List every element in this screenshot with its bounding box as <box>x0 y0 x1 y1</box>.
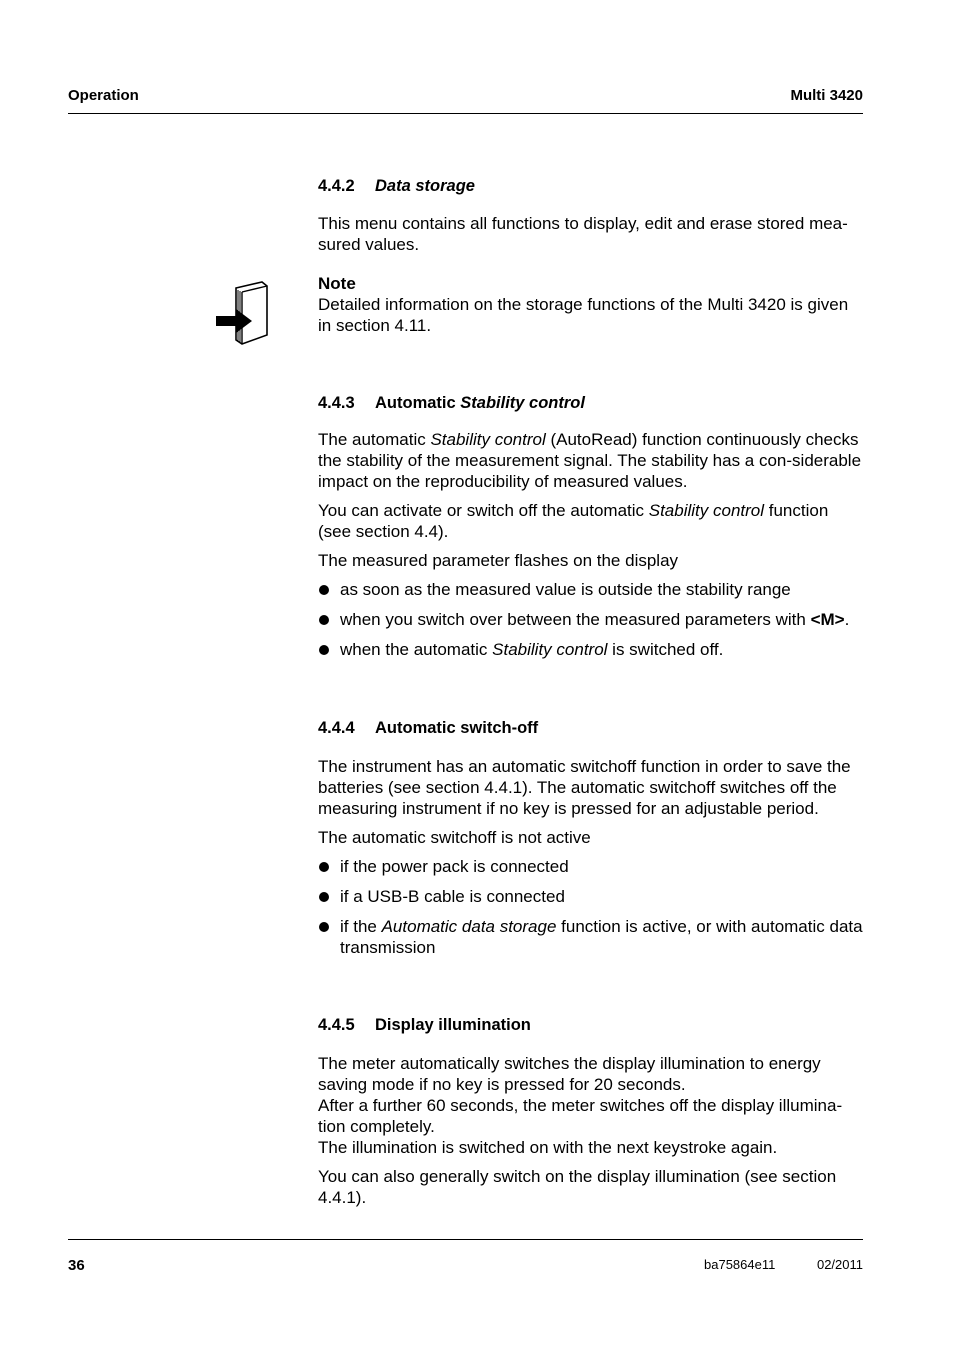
heading-number: 4.4.5 <box>318 1016 355 1034</box>
note-text: Detailed information on the storage functions of the Multi 3420 is given in section 4.11. <box>318 295 849 335</box>
list-item <box>318 639 864 660</box>
header-rule <box>68 113 863 114</box>
text-run: . <box>844 610 850 629</box>
text-run: is switched off. <box>607 640 724 659</box>
heading-4-4-5 <box>318 1016 531 1035</box>
footer-rule <box>68 1239 863 1240</box>
text-run: as soon as the measured value is outside the stability range <box>340 580 791 599</box>
paragraph: After a further 60 seconds, the meter switches off the display illumina-tion completely. <box>318 1096 843 1136</box>
heading-4-4-2 <box>318 177 475 196</box>
text-run: when the automatic <box>340 640 493 659</box>
text-run: You can activate or switch off the automatic <box>318 501 649 520</box>
list-item <box>318 856 864 877</box>
paragraph: The illumination is switched on with the next keystroke again. <box>318 1138 778 1157</box>
text-run: if the power pack is connected <box>340 857 569 876</box>
text-run: The automatic <box>318 430 431 449</box>
paragraph: The meter automatically switches the display illumination to energy saving mode if no key is pressed for 20 seconds. <box>318 1054 821 1094</box>
running-header-section: Operation <box>68 87 139 104</box>
text-run-italic: Stability control <box>492 640 608 659</box>
bullet-list <box>318 579 864 660</box>
text-run: if the <box>340 917 382 936</box>
paragraph <box>318 500 864 542</box>
heading-title-italic: Stability control <box>460 394 585 412</box>
paragraph <box>318 429 864 492</box>
text-run-italic: Automatic data storage <box>381 917 557 936</box>
heading-number: 4.4.4 <box>318 719 355 737</box>
running-header-product: Multi 3420 <box>790 87 863 104</box>
text-run: when you switch over between the measured parameters with <box>340 610 811 629</box>
heading-number: 4.4.3 <box>318 394 355 412</box>
text-run: function is active, or with automatic data transmission <box>340 917 863 957</box>
list-item <box>318 916 864 958</box>
text-run-italic: Stability control <box>648 501 765 520</box>
text-run: (AutoRead) function continuously checks the stability of the measurement signal. The stability has a con-siderable impact on the reproducibility of measured values. <box>318 430 862 491</box>
text-run: function (see section 4.4). <box>318 501 829 541</box>
document-date: 02/2011 <box>816 1257 863 1272</box>
heading-4-4-3 <box>318 394 585 413</box>
key-label: <M> <box>810 610 845 629</box>
list-item <box>318 886 864 907</box>
paragraph: The instrument has an automatic switchoff function in order to save the batteries (see section 4.4.1). The automatic switchoff switches off the measuring instrument if no key is pressed for an adjustable period. <box>318 757 851 818</box>
section-4-4-5-body <box>318 1053 864 1216</box>
text-run-italic: Stability control <box>430 430 546 449</box>
document-id: ba75864e11 <box>704 1257 776 1272</box>
section-4-4-2-body <box>318 213 864 263</box>
note-block <box>318 273 864 336</box>
paragraph: The automatic switchoff is not active <box>318 828 591 847</box>
section-4-4-3-body <box>318 429 864 669</box>
heading-title: Automatic switch-off <box>375 719 539 737</box>
list-item <box>318 609 864 630</box>
heading-title: Automatic <box>375 394 461 412</box>
heading-4-4-4 <box>318 719 538 738</box>
bullet-list <box>318 856 864 958</box>
section-4-4-4-body <box>318 756 864 967</box>
list-item <box>318 579 864 600</box>
paragraph: The measured parameter flashes on the display <box>318 551 679 570</box>
heading-title: Display illumination <box>375 1016 531 1034</box>
page-number: 36 <box>68 1257 85 1274</box>
note-label: Note <box>318 274 356 293</box>
text-run: if a USB-B cable is connected <box>340 887 565 906</box>
paragraph: You can also generally switch on the display illumination (see section 4.4.1). <box>318 1167 837 1207</box>
paragraph: This menu contains all functions to display, edit and erase stored mea-sured values. <box>318 214 848 254</box>
heading-title: Data storage <box>375 177 475 195</box>
book-with-arrow-icon <box>214 280 274 348</box>
heading-number: 4.4.2 <box>318 177 355 195</box>
